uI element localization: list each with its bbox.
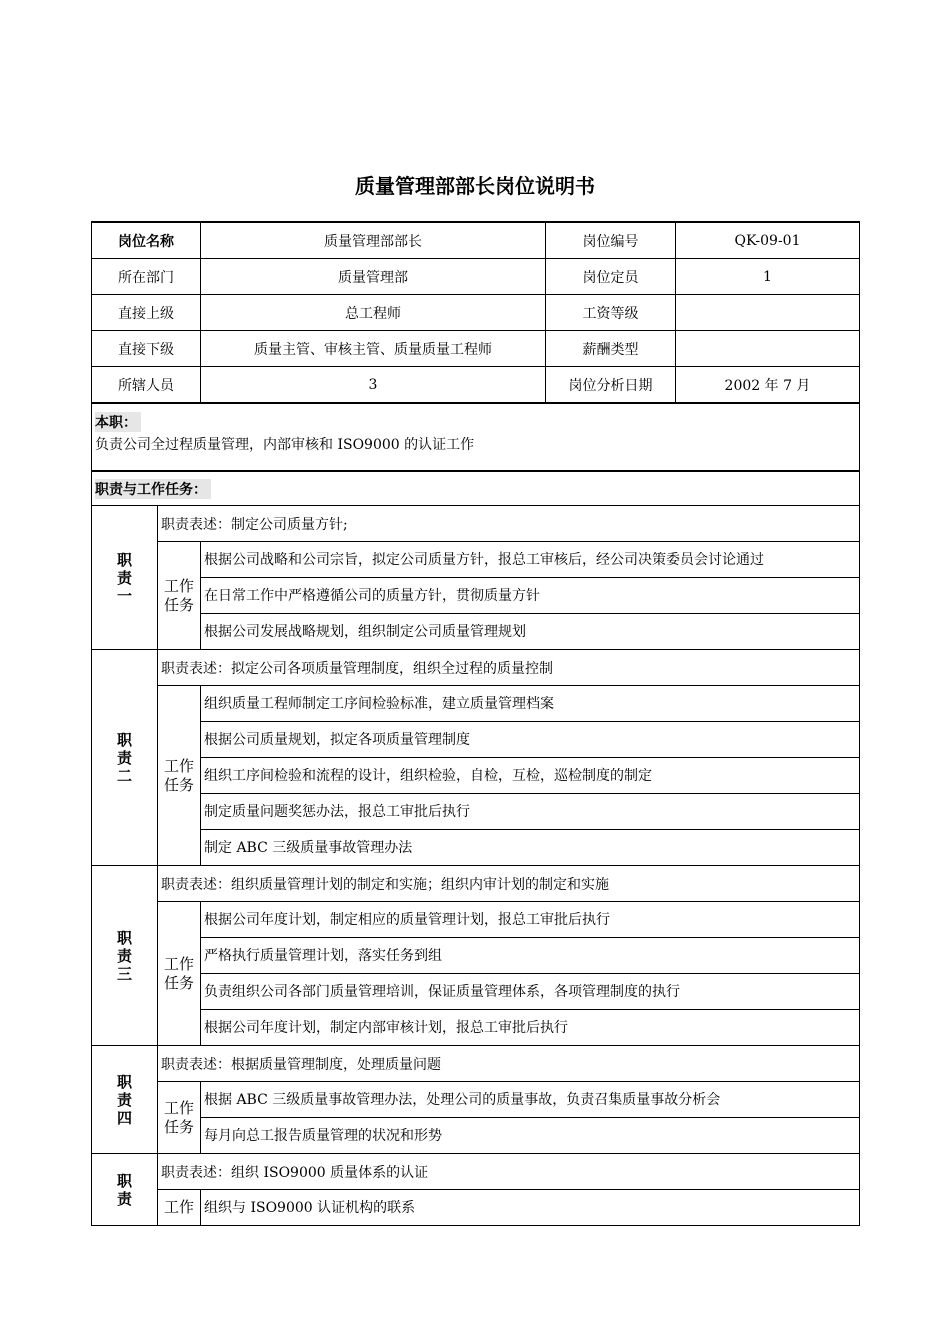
task-item: 根据公司年度计划，制定相应的质量管理计划，报总工审批后执行 — [201, 902, 860, 938]
duty-description: 职责表述：制定公司质量方针; — [158, 506, 860, 542]
basic-duty-row — [92, 403, 860, 471]
task-label — [158, 1190, 201, 1226]
duty-label-char: 二 — [116, 766, 132, 785]
task-row — [92, 1082, 860, 1118]
subordinates-label: 直接下级 — [92, 331, 201, 367]
salary-grade-label: 工资等级 — [546, 295, 676, 331]
responsibilities-header-row — [92, 471, 860, 506]
task-row — [92, 542, 860, 578]
duty-description-row — [92, 866, 860, 902]
task-label-text: 任务 — [163, 775, 194, 794]
task-item: 组织与 ISO9000 认证机构的联系 — [201, 1190, 860, 1226]
headcount-value: 1 — [676, 259, 860, 295]
task-item: 组织工序间检验和流程的设计，组织检验，自检，互检，巡检制度的制定 — [201, 758, 860, 794]
salary-grade-value — [676, 295, 860, 331]
info-row-staff — [92, 367, 860, 404]
job-description-table — [91, 221, 860, 1226]
task-row — [92, 578, 860, 614]
task-label-text: 工作 — [163, 756, 194, 775]
duty-label-char: 责 — [116, 748, 132, 767]
task-label-text: 工作 — [163, 954, 194, 973]
task-row — [92, 974, 860, 1010]
duty-label-char: 一 — [116, 586, 132, 605]
position-name-label: 岗位名称 — [92, 222, 201, 259]
duty-description-row — [92, 650, 860, 686]
task-label-text: 工作 — [163, 1198, 194, 1216]
info-row-subordinates — [92, 331, 860, 367]
task-row — [92, 614, 860, 650]
supervisor-value: 总工程师 — [201, 295, 546, 331]
managed-staff-label: 所辖人员 — [92, 367, 201, 404]
task-label — [158, 902, 201, 1046]
analysis-date-label: 岗位分析日期 — [546, 367, 676, 404]
task-item: 每月向总工报告质量管理的状况和形势 — [201, 1118, 860, 1154]
basic-duty-label: 本职： — [95, 412, 141, 432]
task-item: 负责组织公司各部门质量管理培训，保证质量管理体系，各项管理制度的执行 — [201, 974, 860, 1010]
duty-label-char: 职 — [116, 928, 132, 947]
duty-label — [92, 1046, 158, 1154]
info-row-department — [92, 259, 860, 295]
task-item: 严格执行质量管理计划，落实任务到组 — [201, 938, 860, 974]
responsibilities-header-cell — [92, 471, 860, 506]
task-item: 在日常工作中严格遵循公司的质量方针，贯彻质量方针 — [201, 578, 860, 614]
duty-description: 职责表述：根据质量管理制度，处理质量问题 — [158, 1046, 860, 1082]
duty-label-char: 责 — [116, 1090, 132, 1109]
page-title: 质量管理部部长岗位说明书 — [355, 174, 595, 198]
task-item: 制定质量问题奖惩办法，报总工审批后执行 — [201, 794, 860, 830]
basic-duty-text: 负责公司全过程质量管理，内部审核和 ISO9000 的认证工作 — [95, 437, 475, 453]
duty-label — [92, 1154, 158, 1226]
task-item: 根据公司战略和公司宗旨，拟定公司质量方针，报总工审核后，经公司决策委员会讨论通过 — [201, 542, 860, 578]
duty-label — [92, 650, 158, 866]
duty-description: 职责表述：组织质量管理计划的制定和实施；组织内审计划的制定和实施 — [158, 866, 860, 902]
task-row — [92, 758, 860, 794]
department-label: 所在部门 — [92, 259, 201, 295]
duty-label-char: 四 — [116, 1108, 132, 1127]
duty-label-char: 责 — [116, 1189, 132, 1208]
task-row — [92, 938, 860, 974]
duty-label-char: 职 — [116, 1072, 132, 1091]
duty-label-char: 职 — [116, 730, 132, 749]
task-label-text: 工作 — [163, 1098, 194, 1117]
task-item: 制定 ABC 三级质量事故管理办法 — [201, 830, 860, 866]
duty-description: 职责表述：组织 ISO9000 质量体系的认证 — [158, 1154, 860, 1190]
info-row-supervisor — [92, 295, 860, 331]
duty-label-char: 责 — [116, 946, 132, 965]
task-item: 组织质量工程师制定工序间检验标准，建立质量管理档案 — [201, 686, 860, 722]
duty-label-char: 责 — [116, 568, 132, 587]
task-label — [158, 1082, 201, 1154]
task-label-text: 任务 — [163, 1117, 194, 1136]
analysis-date-value: 2002 年 7 月 — [676, 367, 860, 404]
pay-type-value — [676, 331, 860, 367]
info-row-position — [92, 222, 860, 259]
department-value: 质量管理部 — [201, 259, 546, 295]
duty-label-char: 职 — [116, 550, 132, 569]
supervisor-label: 直接上级 — [92, 295, 201, 331]
task-row — [92, 1118, 860, 1154]
task-item: 根据公司年度计划，制定内部审核计划，报总工审批后执行 — [201, 1010, 860, 1046]
task-row — [92, 686, 860, 722]
duty-label-char: 三 — [116, 964, 132, 983]
duty-description-row — [92, 1154, 860, 1190]
task-row — [92, 794, 860, 830]
duty-description: 职责表述：拟定公司各项质量管理制度，组织全过程的质量控制 — [158, 650, 860, 686]
task-label — [158, 686, 201, 866]
task-label-text: 任务 — [163, 595, 194, 614]
task-label-text: 工作 — [163, 576, 194, 595]
task-row — [92, 722, 860, 758]
duty-description-row — [92, 1046, 860, 1082]
task-item: 根据公司质量规划，拟定各项质量管理制度 — [201, 722, 860, 758]
subordinates-value: 质量主管、审核主管、质量质量工程师 — [201, 331, 546, 367]
pay-type-label: 薪酬类型 — [546, 331, 676, 367]
task-row — [92, 1190, 860, 1226]
responsibilities-label: 职责与工作任务： — [95, 479, 211, 499]
duty-label — [92, 866, 158, 1046]
duty-description-row — [92, 506, 860, 542]
duty-label — [92, 506, 158, 650]
task-label — [158, 542, 201, 650]
position-code-label: 岗位编号 — [546, 222, 676, 259]
position-name-value: 质量管理部部长 — [201, 222, 546, 259]
task-row — [92, 902, 860, 938]
task-label-text: 任务 — [163, 973, 194, 992]
task-row — [92, 830, 860, 866]
task-item: 根据公司发展战略规划，组织制定公司质量管理规划 — [201, 614, 860, 650]
position-code-value: QK-09-01 — [676, 222, 860, 259]
managed-staff-value: 3 — [201, 367, 546, 404]
headcount-label: 岗位定员 — [546, 259, 676, 295]
duty-label-char: 职 — [116, 1171, 132, 1190]
task-item: 根据 ABC 三级质量事故管理办法，处理公司的质量事故，负责召集质量事故分析会 — [201, 1082, 860, 1118]
task-row — [92, 1010, 860, 1046]
basic-duty-cell — [92, 403, 860, 471]
